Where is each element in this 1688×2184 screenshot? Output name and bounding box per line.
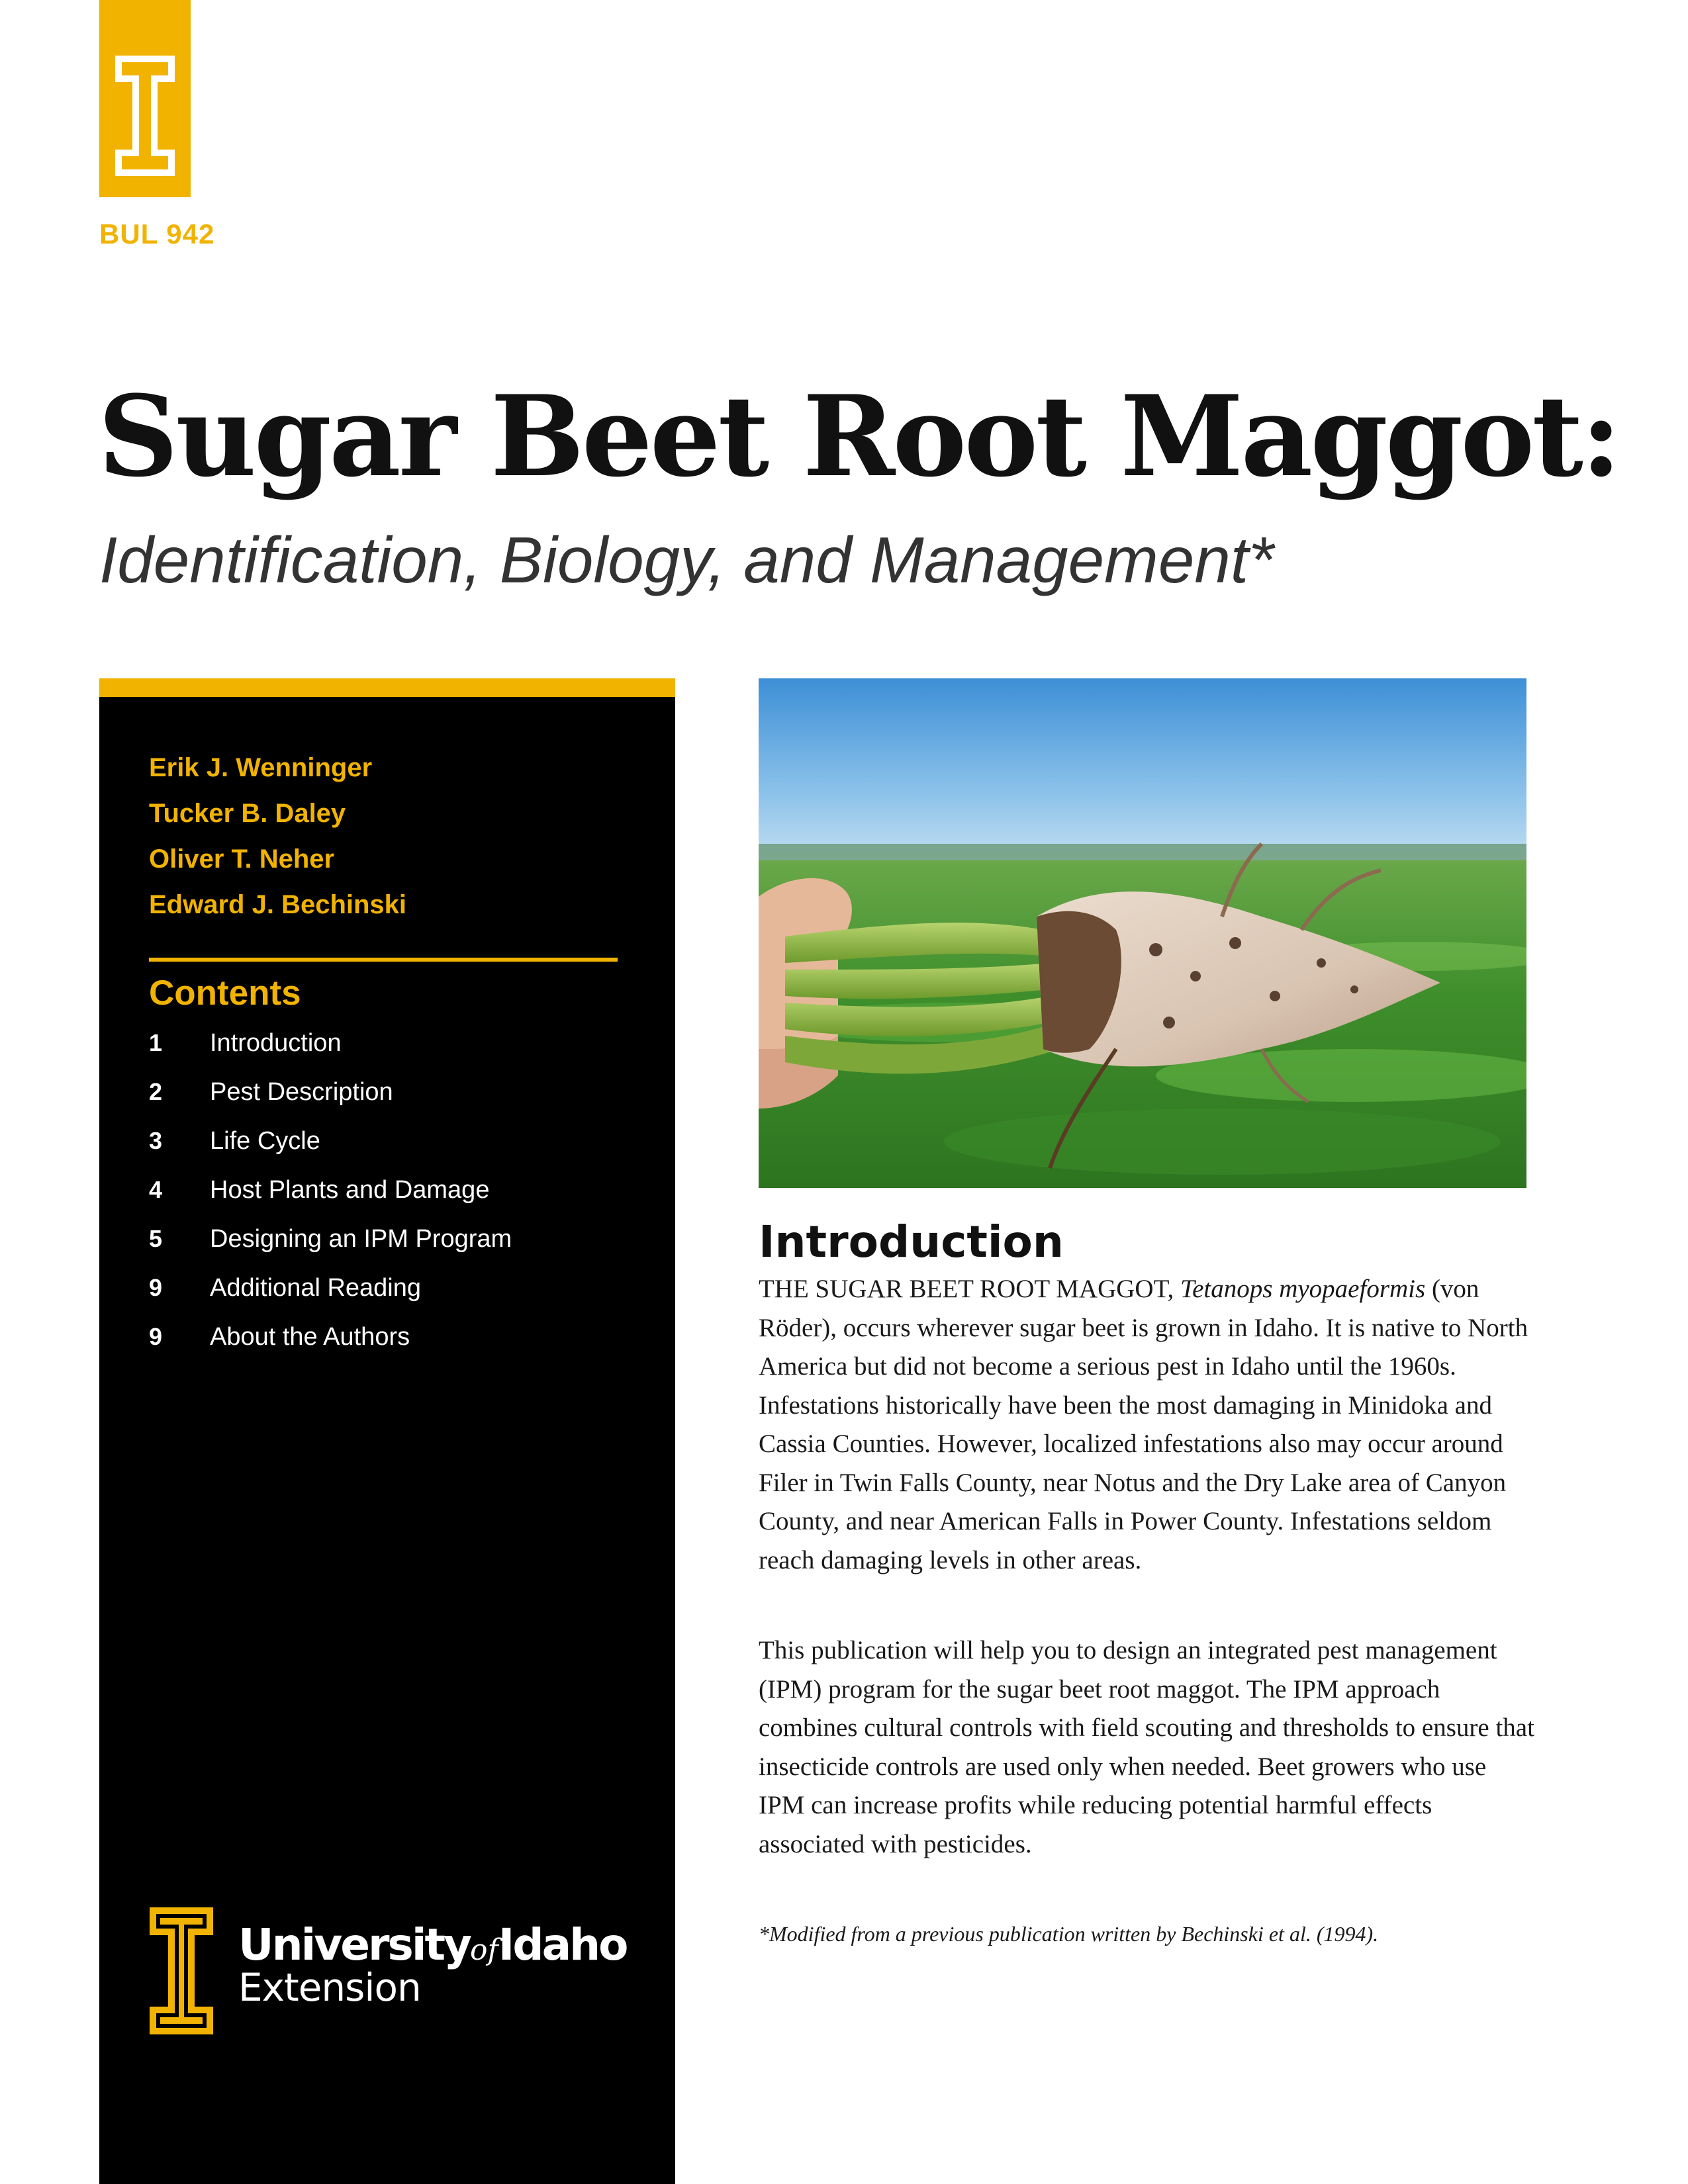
university-tab-logo — [99, 0, 191, 197]
toc-page-number: 9 — [149, 1323, 163, 1350]
wordmark-extension: Extension — [238, 1965, 421, 2010]
species-name: Tetanops myopaeformis — [1180, 1275, 1426, 1303]
toc-page-number: 4 — [149, 1176, 163, 1203]
footnote: *Modified from a previous publication written by Bechinski et al. (1994). — [759, 1922, 1379, 1946]
sugar-beet-photo — [759, 678, 1526, 1188]
toc-label: Life Cycle — [210, 1127, 320, 1155]
toc-page-number: 3 — [149, 1127, 163, 1154]
introduction-heading: Introduction — [759, 1216, 1064, 1267]
wordmark-university: University — [238, 1919, 471, 1970]
block-i-icon — [111, 52, 179, 180]
toc-page-number: 9 — [149, 1274, 163, 1301]
university-wordmark — [238, 1919, 626, 2010]
page-title: Sugar Beet Root Maggot: — [98, 371, 1619, 502]
author-name: Erik J. Wenninger — [149, 753, 373, 782]
author-name: Tucker B. Daley — [149, 799, 346, 828]
wordmark-of: of — [470, 1933, 498, 1967]
contents-heading: Contents — [149, 974, 301, 1013]
sidebar-divider — [149, 958, 618, 962]
toc-label: Pest Description — [210, 1078, 393, 1106]
toc-label: Additional Reading — [210, 1274, 422, 1302]
author-name: Edward J. Bechinski — [149, 890, 407, 919]
intro-body-text: (von Röder), occurs wherever sugar beet is grown in Idaho. It is native to North America but did not become a serious pest in Idaho until the 1960s. Infestations historically have been the most damaging in Minidoka and Cassia Counties. However, localized infestations also may occur around Filer in Twin Falls County, near Notus and the Dry Lake area of Canyon County, and near American Falls in Power County. Infestations seldom reach damaging levels in other areas. — [759, 1275, 1528, 1574]
author-name: Oliver T. Neher — [149, 844, 335, 874]
university-i-logo-icon — [147, 1905, 216, 2037]
toc-label: About the Authors — [210, 1323, 410, 1351]
toc-label: Designing an IPM Program — [210, 1225, 512, 1253]
toc-page-number: 2 — [149, 1078, 163, 1105]
toc-label: Introduction — [210, 1029, 342, 1057]
page-subtitle: Identification, Biology, and Management* — [99, 523, 1274, 596]
sidebar-top-bar — [99, 678, 675, 697]
toc-label: Host Plants and Damage — [210, 1176, 490, 1204]
intro-lead-text: THE SUGAR BEET ROOT MAGGOT, — [759, 1275, 1181, 1303]
toc-page-number: 1 — [149, 1029, 163, 1056]
wordmark-idaho: Idaho — [498, 1919, 627, 1970]
introduction-paragraph-2: This publication will help you to design an integrated pest management (IPM) program for the sugar beet root maggot. The IPM approach combines cultural controls with field scouting and thresholds to ensure that insecticide controls are used only when needed. Beet growers who use IPM can increase profits while reducing potential harmful effects associated with pesticides. — [759, 1636, 1534, 1858]
bulletin-number: BUL 942 — [99, 218, 215, 250]
introduction-paragraph-1 — [759, 1270, 1536, 1580]
toc-page-number: 5 — [149, 1225, 163, 1252]
